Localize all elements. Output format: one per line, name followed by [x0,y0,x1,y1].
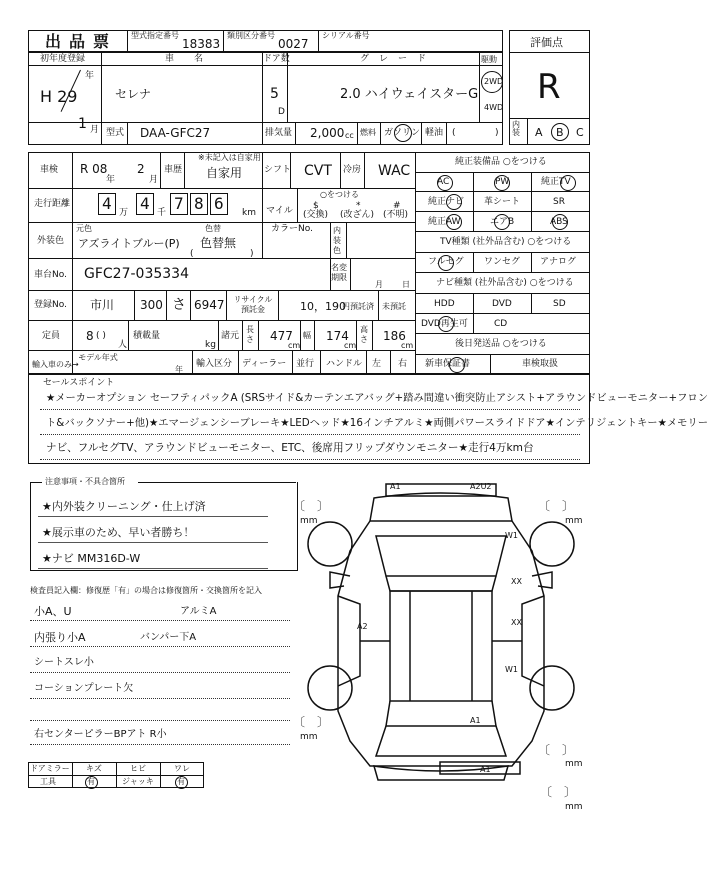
shift-value: CVT [304,163,332,179]
sen-unit: 千 [157,208,167,218]
cc-unit: cc [345,131,354,140]
width-value: 174 [326,329,349,343]
man-unit: 万 [119,208,129,218]
nav-dvd-play-circle [438,316,454,332]
km-unit: km [242,208,256,218]
equip-ac-circle [437,175,453,191]
tire-bracket-fr: 〔 〕 [538,499,575,513]
capacity-value: 8 [86,329,94,343]
orig-color-label: 元色 [76,224,92,233]
model-year-label: モデル年式 [78,353,118,362]
equip-pw-circle [494,175,510,191]
inspector-line-1a: 小A、U [34,605,72,618]
length-unit: cm [288,341,301,350]
width-label: 幅 [303,331,311,340]
note-line-1: ★内外装クリーニング・仕上げ済 [42,500,206,513]
form-title: 出品票 [45,32,118,51]
color-no-label: カラーNo. [271,224,313,234]
mileage-digit-5: 6 [214,194,224,213]
drive-2wd: 2WD [484,77,504,86]
nav-cd: CD [494,319,508,329]
parallel-option: 並行 [296,359,315,369]
fuel-gas: ガソリン [384,128,421,138]
car-name: セレナ [115,87,152,101]
dim-label: 諸元 [221,331,240,341]
tire-mm-rl: mm [300,732,318,742]
nav-dvd-play: DVD再生可 [421,319,468,329]
sales-line-2: ト&バックソナー+他)★エマージェンシーブレーキ★LEDヘッド★16インチアルミ★両側パワースライドドア★インテリジェントキー★メモリー [46,417,708,429]
mileage-digit-2: 4 [140,194,150,213]
fuel-light: 軽油 [425,128,444,138]
nav-title: ナビ種類 (社外品含む) ○をつける [436,278,574,288]
length-value: 477 [270,329,293,343]
mark-w1-rear: W1 [505,665,518,674]
tv-title: TV種類 (社外品含む) ○をつける [440,237,572,247]
tire-bracket-spare: 〔 〕 [540,785,577,799]
name-label: 車名 [165,54,224,64]
tools-jack-have: 有 [177,777,185,786]
chassis-value: GFC27-035334 [84,266,189,282]
doors-value: 5 [270,86,279,102]
drive-label: 駆動 [481,55,497,64]
equip-leather: 革シート [484,197,521,207]
type-cert-label: 型式指定番号 [131,31,179,40]
month-unit: 月 [90,125,100,135]
interior-label: 内装 [512,120,520,137]
tamper-sym: * [356,201,361,211]
inspector-line-2b: バンパー下A [140,632,197,643]
chassis-label: 車台No. [34,270,67,280]
tools-jack-label: ジャッキ [122,777,154,786]
repaint-paren-open: ( [190,249,194,259]
tire-mm-spare: mm [565,802,583,812]
handle-right: 右 [398,359,408,369]
repaint-paren-close: ) [250,249,254,259]
equip-navi: 純正ナビ [428,197,465,207]
doors-label: ドア数 [263,54,290,64]
mark-a2u2: A2U2 [470,482,492,491]
inspector-line-2a: 内張り小A [34,631,86,644]
mile-label: マイル [266,206,293,216]
notes-label: 注意事項・不具合箇所 [45,477,125,486]
title-day: 日 [402,280,410,289]
interior-c: C [576,126,584,139]
reg-month: 1 [78,116,87,132]
reg-number: 6947 [194,298,225,312]
tv-fullseg: フルセグ [428,257,464,267]
inspection-year-unit: 年 [106,175,116,185]
height-value: 186 [383,329,406,343]
docs-warranty-circle [449,357,465,373]
tools-header-mirror: ドアミラー [30,764,70,773]
reg-class: 300 [140,298,163,312]
interior-b: B [556,126,564,139]
height-label: 高さ [360,325,368,344]
inspector-label: 検査員記入欄：修復歴「有」の場合は修復箇所・交換箇所を記入 [30,586,262,595]
class-label: 類別区分番号 [227,31,275,40]
tamper: (改ざん) [340,210,375,220]
equip-aw-circle [446,214,462,230]
tools-tool-circle [85,776,98,789]
equip-tv: 純正TV [541,177,571,187]
car-damage-diagram [290,476,600,816]
sales-line-1: ★メーカーオプション セーフティパックA (SRSサイド&カーテンエアバッグ+踏み間違い衝突防止アシスト+アラウンドビューモニター+フロン [46,392,708,404]
equip-sr: SR [553,197,565,207]
fuel-paren-open: ( [452,128,456,138]
mark-a1-rear: A1 [470,716,481,725]
tire-mm-fr: mm [565,516,583,526]
docs-title: 後日発送品 ○をつける [455,339,547,349]
repaint-label: 色替 [205,224,221,233]
mileage-digit-3: 7 [174,194,184,213]
tools-header-break: ワレ [174,764,190,773]
reg-kana: さ [172,297,186,313]
ac-label: 冷房 [343,165,362,175]
recycle-value: 10，190 [300,300,346,313]
equip-airbag: エアB [490,217,515,227]
recycle-paid: 円預託済 [342,302,374,311]
equip-pw: PW [495,177,510,187]
ac-value: WAC [378,163,411,179]
width-unit: cm [344,341,357,350]
import-label: 輸入車のみ→ [32,360,79,369]
mark-a1-front: A1 [390,482,401,491]
equip-airbag-circle [494,214,510,230]
inspection-month: 2 [137,162,145,176]
inspector-line-5a: 右センターピラーBPアト R小 [34,729,167,740]
door-suffix: D [278,107,285,117]
model-label: 型式 [106,128,125,138]
tire-mm-rr: mm [565,759,583,769]
inspection-month-unit: 月 [149,175,159,185]
handle-left: 左 [372,359,382,369]
note-line-3: ★ナビ MM316D-W [42,552,141,565]
mark-a1-bumper: A1 [480,765,491,774]
note-line-2: ★展示車のため、早い者勝ち！ [42,526,195,539]
inspector-line-3a: シートスレ小 [34,657,94,668]
color-label: 外装色 [37,236,65,246]
mileage-digit-1: 4 [102,194,112,213]
class-value: 0027 [278,37,309,51]
model-value: DAA-GFC27 [140,126,211,140]
tools-jack-circle [175,776,188,789]
circle-note: ○をつける [320,190,359,199]
repaint-value: 色替無 [200,236,237,250]
mark-w1-front: W1 [505,531,518,540]
eval-score: R [537,67,561,107]
equipment-title: 純正装備品 ○をつける [455,157,547,167]
mileage-label: 走行距離 [34,199,71,209]
fuel-label: 燃料 [360,128,376,137]
mark-xx-1: XX [511,577,522,586]
mark-xx-2: XX [511,618,522,627]
mileage-digit-4: 8 [194,194,204,213]
title-change-label: 名変期限 [331,263,347,282]
equip-tv-circle [560,175,576,191]
orig-color: アズライトブルー(P) [78,237,180,250]
import-class-label: 輸入区分 [196,359,233,369]
regno-label: 登録No. [34,300,67,310]
reg-year: H 29 [40,87,78,106]
height-unit: cm [401,341,414,350]
length-label: 長さ [246,325,254,344]
serial-label: シリアル番号 [322,31,370,40]
reg-area: 市川 [90,298,115,312]
drive-2wd-circle [481,71,503,93]
inspector-line-1b: アルミA [180,606,217,617]
history-label: 車歴 [164,165,183,175]
tv-fullseg-circle [438,255,454,271]
tire-bracket-rr: 〔 〕 [538,743,575,757]
interior-color-label: 内装色 [333,226,341,255]
capacity-label: 定員 [42,331,61,341]
load-unit: kg [205,340,216,350]
mark-a2: A2 [357,622,368,631]
reg-label: 初年度登録 [40,54,86,64]
docs-inspection: 車検取扱 [522,359,559,369]
drive-4wd: 4WD [484,103,504,112]
dealer-option: ディーラー [242,359,287,369]
recycle-unpaid: 未預託 [382,302,406,311]
equip-abs: ABS [550,217,568,227]
capacity-unit: 人 [118,340,128,350]
load-label: 積載量 [133,331,161,341]
nav-dvd: DVD [492,299,512,309]
unknown: (不明) [383,210,409,220]
inspection-label: 車検 [40,165,59,175]
interior-a: A [535,126,543,139]
type-cert-value: 18383 [182,37,221,51]
interior-b-circle [551,123,569,141]
history-note: ※未記入は自家用 [198,153,261,162]
nav-hdd: HDD [434,299,455,309]
recycle-label: リサイクル預託金 [233,295,273,314]
inspection-value: R 08 [80,162,108,176]
unknown-sym: # [393,201,401,211]
grade-value: 2.0 ハイウェイスターG [340,87,479,102]
tire-bracket-rl: 〔 〕 [293,715,330,729]
tools-tool-have: 有 [87,777,95,786]
tv-oneseg: ワンセグ [484,257,521,267]
inspector-line-4a: コーションプレート欠 [34,683,134,694]
year-unit: 年 [85,71,95,81]
exchange-sym: $ [313,201,319,211]
tools-header-crack: ヒビ [130,764,146,773]
equip-ac: AC [437,177,450,187]
tire-bracket-fl: 〔 〕 [293,499,330,513]
history-value: 自家用 [206,166,243,180]
equip-aw: 純正AW [428,217,461,227]
model-year-unit: 年 [175,365,183,374]
handle-label: ハンドル [326,359,363,369]
equip-navi-circle [446,194,462,210]
fuel-gas-circle [394,124,412,142]
capacity-paren: ( ) [96,331,106,341]
displacement-value: 2,000 [310,126,345,140]
tire-mm-fl: mm [300,516,318,526]
docs-warranty: 新車保証書 [425,359,471,369]
tools-tool-label: 工具 [40,777,56,786]
tv-analog: アナログ [540,257,577,267]
eval-label: 評価点 [530,36,563,49]
sales-line-3: ナビ、フルセグTV、アラウンドビューモニター、ETC、後席用フリップダウンモニター★走行4万km台 [46,442,534,454]
fuel-paren-close: ) [495,128,499,138]
nav-sd: SD [553,299,566,309]
displacement-label: 排気量 [265,128,293,138]
equip-abs-circle [552,214,568,230]
shift-label: シフト [264,165,292,175]
exchange: (交換) [303,210,329,220]
sales-label: セールスポイント [43,378,115,388]
title-month: 月 [375,280,383,289]
grade-label: グレード [360,54,437,64]
tools-header-scratch: キズ [86,764,102,773]
